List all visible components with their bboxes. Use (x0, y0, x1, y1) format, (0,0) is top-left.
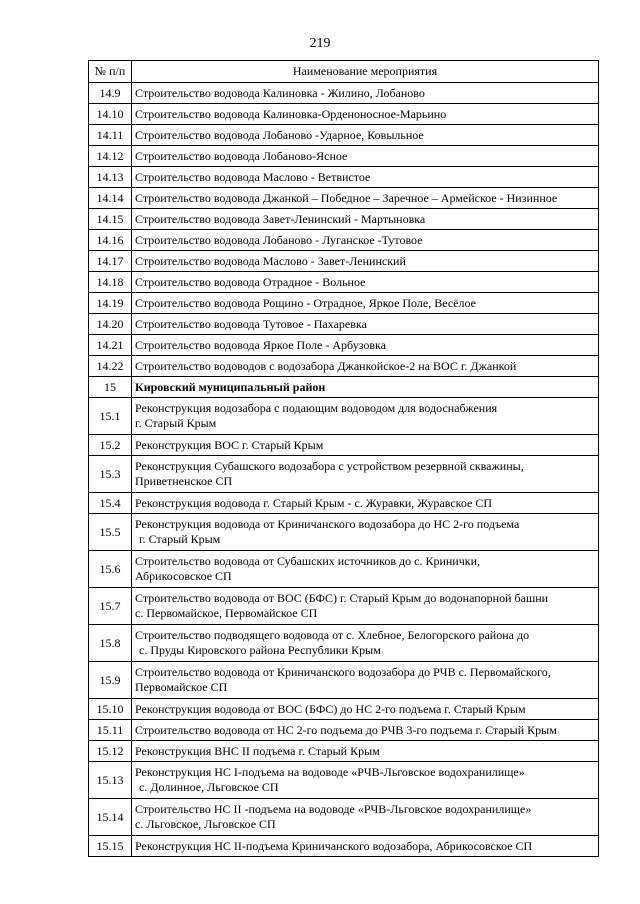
measure-name (132, 293, 599, 314)
row-number: 14.9 (89, 83, 132, 104)
row-number: 14.17 (89, 251, 132, 272)
row-number: 15.10 (89, 699, 132, 720)
measure-name (132, 456, 599, 493)
measure-name-line: Строительство водовода Лобаново - Луганское -Тутовое (135, 232, 423, 247)
row-number: 14.12 (89, 146, 132, 167)
table-row (89, 551, 599, 588)
row-number: 15.11 (89, 720, 132, 741)
measure-name (132, 588, 599, 625)
measure-name (132, 799, 599, 836)
measure-name-line: с. Первомайское, Первомайское СП (135, 606, 318, 620)
measure-name (132, 125, 599, 146)
measure-name (132, 662, 599, 699)
measure-name (132, 335, 599, 356)
table-row (89, 720, 599, 741)
measure-name-line: Строительство водовода Джанкой – Победное – Заречное – Армейское - Низинное (135, 190, 558, 205)
row-number: 15.8 (89, 625, 132, 662)
measure-name-line: Реконструкция водовода г. Старый Крым - с. Журавки, Журавское СП (135, 495, 493, 510)
measure-name-line: Реконструкция ВОС г. Старый Крым (135, 437, 324, 452)
row-number: 15.5 (89, 514, 132, 551)
measure-name-line: Реконструкция НС II-подъема Криничанского водозабора, Абрикосовское СП (135, 838, 533, 853)
table-row (89, 188, 599, 209)
row-number: 14.19 (89, 293, 132, 314)
section-row (89, 377, 599, 398)
table-row (89, 435, 599, 456)
row-number: 14.16 (89, 230, 132, 251)
table-row (89, 699, 599, 720)
measure-name-line: Строительство водовода от НС 2-го подъема до РЧВ 3-го подъема г. Старый Крым (135, 722, 557, 737)
measure-name-line: Строительство водовода Калиновка-Орденоносное-Марьино (135, 106, 447, 121)
row-number: 15.7 (89, 588, 132, 625)
table-row (89, 514, 599, 551)
measure-name-line: Первомайское СП (135, 680, 228, 694)
row-number: 14.22 (89, 356, 132, 377)
table-row (89, 272, 599, 293)
measure-name (132, 699, 599, 720)
measure-name-line: Строительство водовода от ВОС (БФС) г. Старый Крым до водонапорной башни (135, 591, 549, 605)
measure-name (132, 493, 599, 514)
table-row (89, 625, 599, 662)
table-row (89, 335, 599, 356)
row-number: 15.15 (89, 836, 132, 857)
measure-name-line: Строительство водовода Калиновка - Жилино, Лобаново (135, 85, 425, 100)
measure-name-line: Строительство водовода Отрадное - Вольное (135, 274, 366, 289)
measure-name (132, 720, 599, 741)
measure-name-line: Приветненское СП (135, 474, 233, 488)
measure-name (132, 209, 599, 230)
table-header-row (89, 61, 599, 83)
measure-name-line: Строительство водоводов с водозабора Джанкойское-2 на ВОС г. Джанкой (135, 358, 517, 373)
measure-name (132, 230, 599, 251)
measure-name-line: с. Долинное, Льговское СП (139, 780, 279, 794)
measure-name-line: Реконструкция водовода от ВОС (БФС) до НС 2-го подъема г. Старый Крым (135, 701, 526, 716)
table-row (89, 398, 599, 435)
row-number: 15.3 (89, 456, 132, 493)
column-header-number: № п/п (89, 61, 132, 83)
measure-name-line: Реконструкция Субашского водозабора с устройством резервной скважины, (135, 459, 524, 473)
measure-name-line: г. Старый Крым (135, 416, 217, 430)
measure-name (132, 314, 599, 335)
measure-name (132, 551, 599, 588)
measure-name (132, 104, 599, 125)
measure-name (132, 272, 599, 293)
measure-name-line: Строительство водовода Яркое Поле - Арбузовка (135, 337, 386, 352)
row-number: 15 (89, 377, 132, 398)
table-row (89, 251, 599, 272)
section-title (132, 377, 599, 398)
table-row (89, 104, 599, 125)
row-number: 15.9 (89, 662, 132, 699)
measure-name-line: с. Пруды Кировского района Республики Крым (139, 643, 381, 657)
measure-name-line: Строительство водовода Завет-Ленинский - Мартыновка (135, 211, 426, 226)
measure-name-line: Реконструкция НС I-подъема на водоводе «РЧВ-Льговское водохранилище» (135, 765, 525, 779)
table-row (89, 230, 599, 251)
measure-name-line: Строительство водовода Лобаново-Ясное (135, 148, 348, 163)
measure-name (132, 625, 599, 662)
measure-name-line: Строительство подводящего водовода от с. Хлебное, Белогорского района до (135, 628, 530, 642)
row-number: 14.20 (89, 314, 132, 335)
measure-name (132, 251, 599, 272)
measures-table (88, 60, 599, 857)
measure-name-line: Реконструкция водозабора с подающим водоводом для водоснабжения (135, 401, 498, 415)
measure-name (132, 514, 599, 551)
row-number: 15.6 (89, 551, 132, 588)
measure-name (132, 741, 599, 762)
measure-name-line: Строительство водовода Маслово - Ветвистое (135, 169, 371, 184)
row-number: 15.13 (89, 762, 132, 799)
row-number: 14.13 (89, 167, 132, 188)
measure-name-line: Строительство водовода Маслово - Завет-Ленинский (135, 253, 406, 268)
table-row (89, 799, 599, 836)
table-body (89, 83, 599, 857)
table-row (89, 456, 599, 493)
row-number: 15.4 (89, 493, 132, 514)
table-row (89, 167, 599, 188)
measure-name (132, 762, 599, 799)
measure-name (132, 146, 599, 167)
table-row (89, 356, 599, 377)
table-row (89, 588, 599, 625)
table-row (89, 741, 599, 762)
table-row (89, 762, 599, 799)
row-number: 14.21 (89, 335, 132, 356)
table-row (89, 662, 599, 699)
table-row (89, 836, 599, 857)
measure-name (132, 398, 599, 435)
page-number: 219 (309, 36, 331, 51)
row-number: 14.18 (89, 272, 132, 293)
measure-name-line: Кировский муниципальный район (135, 379, 326, 394)
measure-name-line: Строительство водовода от Криничанского водозабора до РЧВ с. Первомайского, (135, 665, 551, 679)
row-number: 15.12 (89, 741, 132, 762)
table-row (89, 293, 599, 314)
measure-name-line: г. Старый Крым (139, 532, 221, 546)
table-row (89, 125, 599, 146)
measure-name (132, 167, 599, 188)
measure-name-line: Строительство водовода Тутовое - Пахаревка (135, 316, 367, 331)
table-row (89, 209, 599, 230)
row-number: 14.15 (89, 209, 132, 230)
measure-name-line: Строительство водовода от Субашских источников до с. Кринички, (135, 554, 481, 568)
measure-name-line: с. Льговское, Льговское СП (135, 817, 276, 831)
measure-name-line: Строительство водовода Лобаново -Ударное, Ковыльное (135, 127, 424, 142)
measure-name (132, 836, 599, 857)
table-row (89, 146, 599, 167)
measure-name-line: Реконструкция водовода от Криничанского водозабора до НС 2-го подъема (135, 517, 520, 531)
table-row (89, 83, 599, 104)
row-number: 15.2 (89, 435, 132, 456)
measure-name (132, 356, 599, 377)
measure-name (132, 188, 599, 209)
table-row (89, 493, 599, 514)
measure-name-line: Строительство водовода Рощино - Отрадное, Яркое Поле, Весёлое (135, 295, 476, 310)
row-number: 14.11 (89, 125, 132, 146)
row-number: 15.14 (89, 799, 132, 836)
table-row (89, 314, 599, 335)
measure-name-line: Абрикосовское СП (135, 569, 232, 583)
measure-name-line: Реконструкция ВНС II подъема г. Старый Крым (135, 743, 380, 758)
row-number: 14.10 (89, 104, 132, 125)
row-number: 14.14 (89, 188, 132, 209)
measure-name (132, 83, 599, 104)
row-number: 15.1 (89, 398, 132, 435)
measure-name-line: Строительство НС II -подъема на водоводе «РЧВ-Льговское водохранилище» (135, 802, 532, 816)
column-header-name: Наименование мероприятия (132, 61, 599, 83)
measure-name (132, 435, 599, 456)
